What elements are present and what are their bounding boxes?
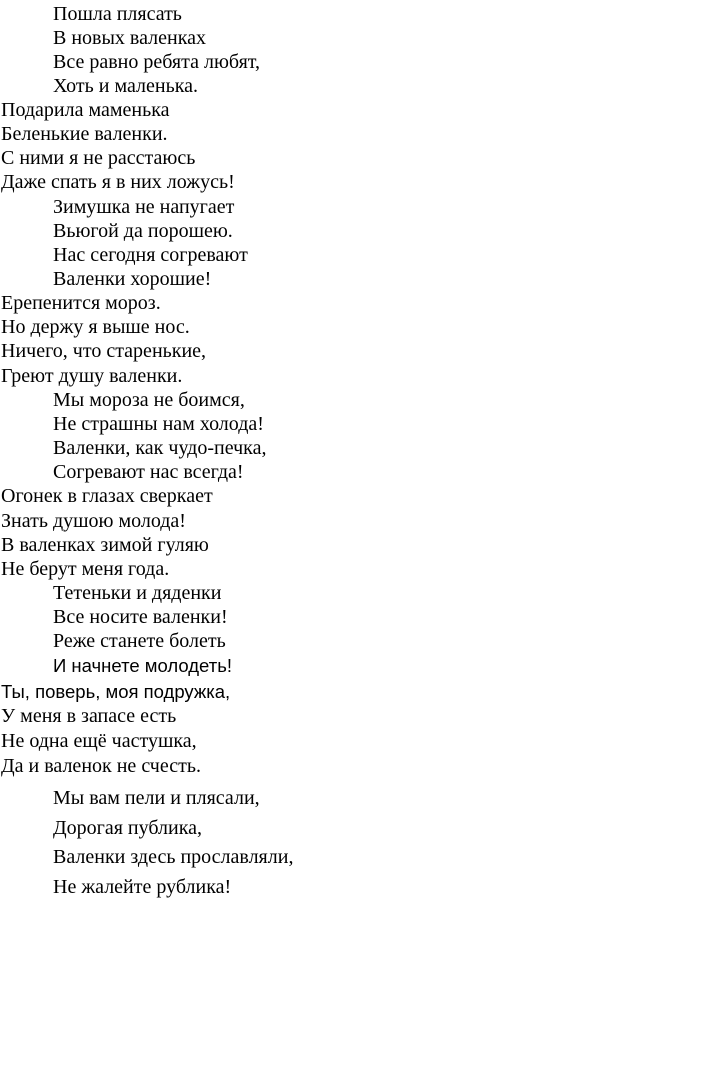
poem-line: Не берут меня года. [1,558,170,580]
poem-line: Согревают нас всегда! [53,461,244,483]
poem-line: Вьюгой да порошею. [53,220,233,242]
poem-line: Не одна ещё частушка, [1,730,197,752]
poem-line: С ними я не расстаюсь [1,147,196,169]
poem-line: Мы вам пели и плясали, [53,787,260,809]
poem-line: Подарила маменька [1,99,170,121]
poem-line: Валенки здесь прославляли, [53,846,294,868]
poem-line: Беленькие валенки. [1,123,168,145]
poem-line: Ты, поверь, моя подружка, [1,681,231,702]
poem-line: Пошла плясать [53,3,182,25]
poem-line: В валенках зимой гуляю [1,534,209,556]
poem-line: Зимушка не напугает [53,196,235,218]
poem-line: Но держу я выше нос. [1,316,190,338]
poem-line: Да и валенок не счесть. [1,755,201,777]
poem-line: Не страшны нам холода! [53,413,264,435]
poem-line: Все носите валенки! [53,606,228,628]
poem-line: Тетеньки и дяденки [53,582,222,604]
poem-line: Дорогая публика, [53,817,203,839]
poem-line: Хоть и маленька. [53,75,199,97]
poem-line: Ничего, что старенькие, [1,340,207,362]
poem-line: Не жалейте рублика! [53,876,232,898]
poem-line: Огонек в глазах сверкает [1,485,213,507]
poem-line: У меня в запасе есть [1,705,177,727]
poem-line: И начнете молодеть! [53,655,232,676]
poem-line: Ерепенится мороз. [1,292,161,314]
poem-line: В новых валенках [53,27,207,49]
poem-line: Валенки хорошие! [53,268,212,290]
poem-line: Валенки, как чудо-печка, [53,437,267,459]
poem-line: Реже станете болеть [53,630,226,652]
poem-line: Мы мороза не боимся, [53,389,245,411]
poem-line: Даже спать я в них ложусь! [1,171,235,193]
poem-line: Греют душу валенки. [1,365,183,387]
poem-line: Знать душою молода! [1,510,186,532]
poem-line: Все равно ребята любят, [53,51,261,73]
poem-line: Нас сегодня согревают [53,244,248,266]
